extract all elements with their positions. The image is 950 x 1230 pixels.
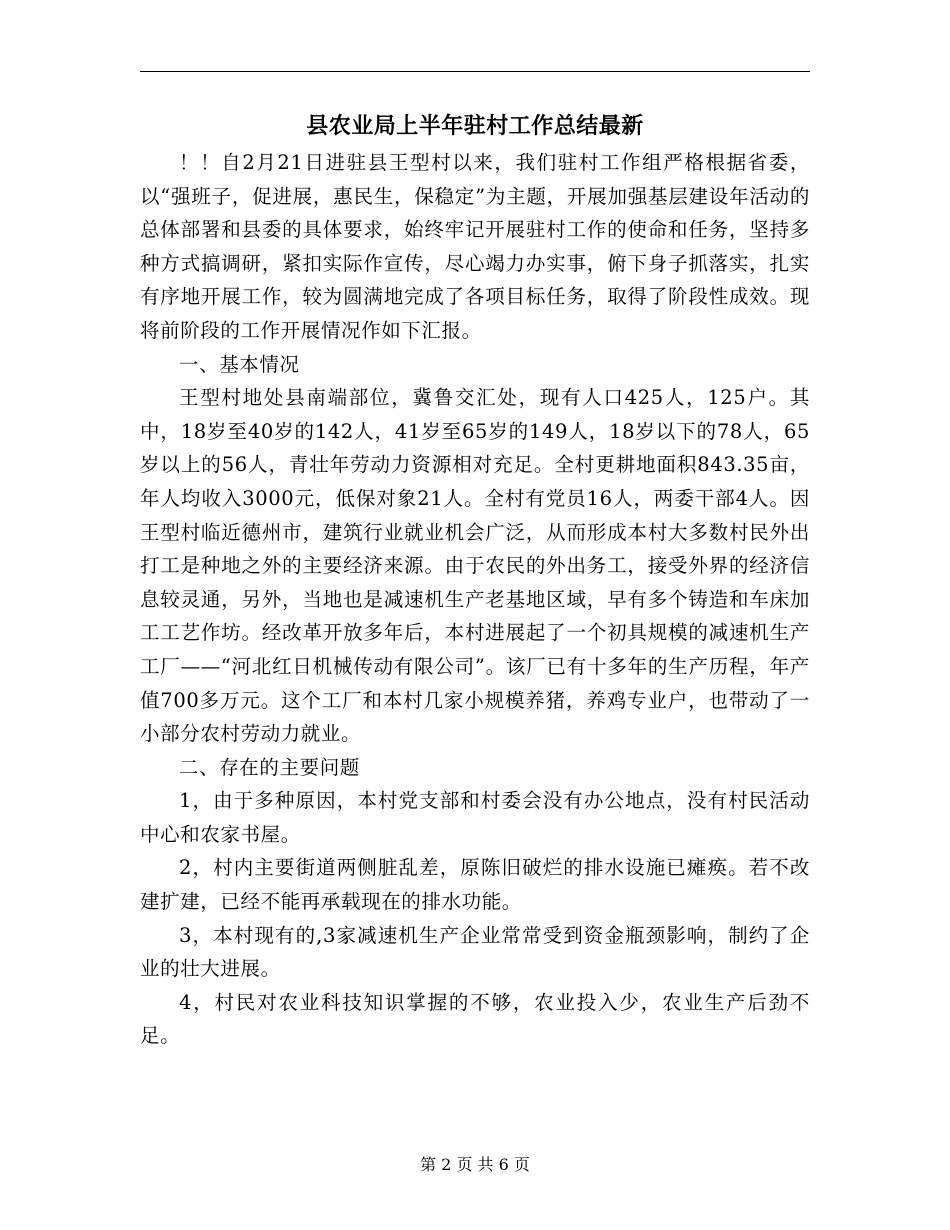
header-rule bbox=[140, 71, 810, 72]
problem-item-4: 4，村民对农业科技知识掌握的不够，农业投入少，农业生产后劲不足。 bbox=[140, 990, 810, 1048]
page-number-label: 第 2 页 共 6 页 bbox=[420, 1155, 530, 1174]
intro-paragraph: ！！自2月21日进驻县王型村以来，我们驻村工作组严格根据省委，以“强班子，促进展，惠民生，保稳定”为主题，开展加强基层建设年活动的总体部署和县委的具体要求，始终牢记开展驻村工作的使命和任务，坚持多种方式搞调研，紧扣实际作宣传，尽心竭力办实事，俯下身子抓落实，扎实有序地开展工作，较为圆满地完成了各项目标任务，取得了阶段性成效。现将前阶段的工作开展情况作如下汇报。 bbox=[140, 151, 810, 342]
page-footer bbox=[0, 1154, 950, 1176]
section-heading-basic-situation: 一、基本情况 bbox=[179, 352, 300, 376]
document-body bbox=[140, 146, 810, 1053]
section-heading-main-problems: 二、存在的主要问题 bbox=[179, 755, 360, 779]
basic-situation-paragraph: 王型村地处县南端部位，冀鲁交汇处，现有人口425人，125户。其中，18岁至40岁的142人，41岁至65岁的149人，18岁以下的78人，65岁以上的56人，青壮年劳动力资源相对充足。全村更耕地面积843.35亩，年人均收入3000元，低保对象21人。全村有党员16人，两委干部4人。因王型村临近德州市，建筑行业就业机会广泛，从而形成本村大多数村民外出打工是种地之外的主要经济来源。由于农民的外出务工，接受外界的经济信息较灵通，另外，当地也是减速机生产老基地区域，早有多个铸造和车床加工工艺作坊。经改革开放多年后，本村进展起了一个初具规模的减速机生产工厂——“河北红日机械传动有限公司”。该厂已有十多年的生产历程，年产值700多万元。这个工厂和本村几家小规模养猪，养鸡专业户，也带动了一小部分农村劳动力就业。 bbox=[140, 386, 810, 746]
problem-item-3: 3，本村现有的,3家减速机生产企业常常受到资金瓶颈影响，制约了企业的壮大进展。 bbox=[140, 923, 810, 981]
document-title: 县农业局上半年驻村工作总结最新 bbox=[306, 113, 644, 139]
problem-item-2: 2，村内主要街道两侧脏乱差，原陈旧破烂的排水设施已瘫痪。若不改建扩建，已经不能再承载现在的排水功能。 bbox=[140, 856, 810, 914]
problem-item-1: 1，由于多种原因，本村党支部和村委会没有办公地点，没有村民活动中心和农家书屋。 bbox=[140, 789, 810, 846]
